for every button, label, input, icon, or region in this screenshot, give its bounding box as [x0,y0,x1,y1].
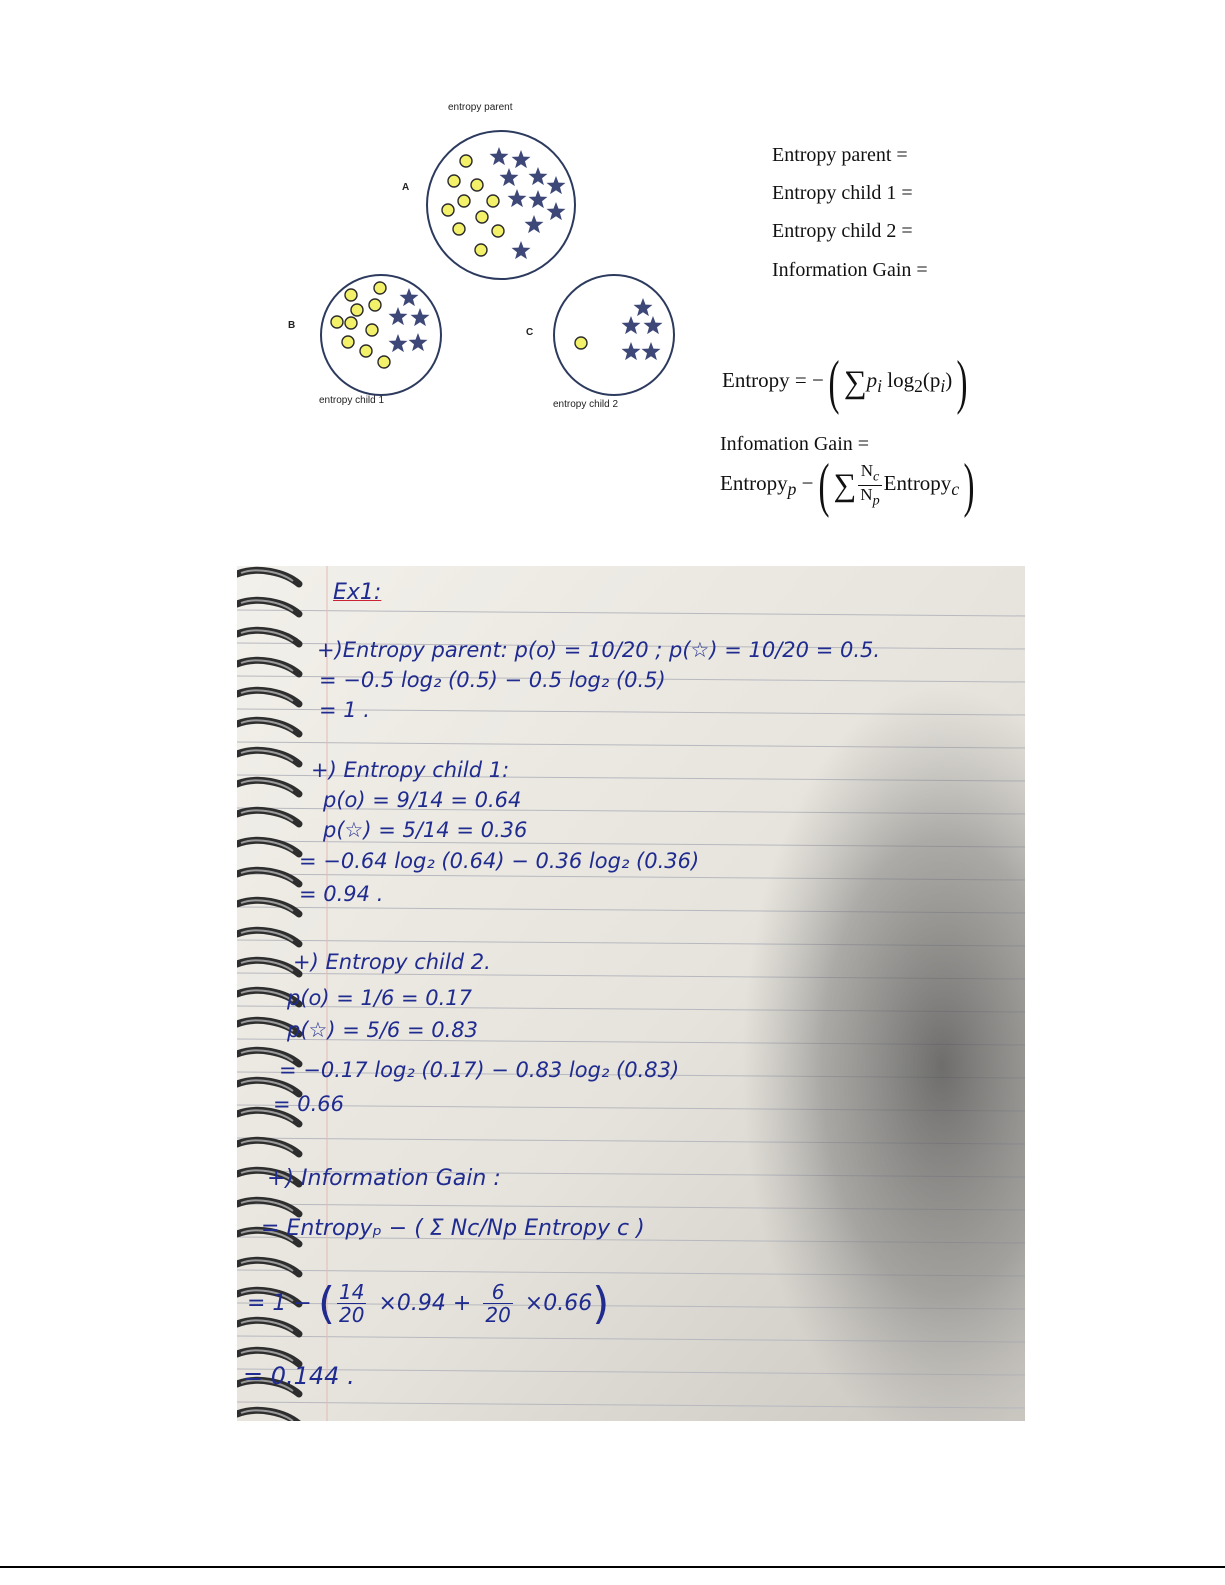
ig-frac-num-sub: c [872,467,880,484]
sample-circle [331,316,343,328]
sample-circle [345,317,357,329]
notes-ig-2-end: ×0.66 [524,1291,593,1316]
notes-child1-1: p(o) = 9/14 = 0.64 [323,788,522,812]
log-term: log [882,367,915,392]
notes-parent-1: +)Entropy parent: p(o) = 10/20 ; p(☆) = 10/20 = 0.5. [317,638,881,662]
child1-label: entropy child 1 [319,395,385,406]
sample-circle [492,225,504,237]
notes-child1-4: = 0.94 . [299,882,384,906]
notes-child1-3: = −0.64 log₂ (0.64) − 0.36 log₂ (0.36) [299,849,700,873]
node-b-label: B [288,320,296,331]
sample-circle [378,356,390,368]
sample-circle [360,345,372,357]
ig-frac-num: N [860,460,873,480]
node-c-label: C [526,327,534,338]
sample-circle [369,299,381,311]
notes-ig-frac-b-den: 20 [485,1303,511,1327]
notes-ig-frac-a-den: 20 [339,1303,365,1327]
diagram-title: entropy parent [448,102,513,113]
sample-star [512,241,531,259]
notes-parent-2: = −0.5 log₂ (0.5) − 0.5 log₂ (0.5) [319,668,666,692]
sample-star [508,189,527,207]
notes-ig-1: = Entropyₚ − ( Σ Nc/Np Entropy c ) [261,1216,645,1241]
sample-circle [475,244,487,256]
sample-star [512,150,531,168]
ig-minus: − [796,470,814,495]
sample-star [622,316,641,334]
notes-child1-head: +) Entropy child 1: [311,758,510,782]
ig-entropy-c-sub: c [951,479,960,499]
sample-star [642,342,661,360]
sample-circle [366,324,378,336]
sample-star [547,176,566,194]
log-arg-close: ) [945,367,953,392]
notes-heading: Ex1: [333,580,382,605]
sample-circle [374,282,386,294]
notes-child2-3: = −0.17 log₂ (0.17) − 0.83 log₂ (0.83) [279,1058,680,1082]
sample-star [634,298,653,316]
entropy-formula: Entropy = −( $\sum p_i$ $\log_2(p_i)$) [722,349,968,415]
sample-star [529,167,548,185]
sample-star [547,202,566,220]
sample-circle [345,289,357,301]
child2-node [554,275,674,395]
ig-formula: Entropy$_p$ −( ∑ $\frac{N_c}{N_p}$ Entropy$_c$) [720,452,975,518]
ig-frac-den-sub: p [872,491,880,508]
child2-label: entropy child 2 [553,399,619,410]
sample-star [500,168,519,186]
ig-entropy-c: Entropy [883,470,952,495]
sample-star [411,308,430,326]
sample-star [389,334,408,352]
ig-label: Infomation Gain = [720,433,870,455]
ig-entropy-p-sub: p [787,479,797,499]
page-bottom-rule [0,1566,1225,1568]
entropy-diagram [0,0,700,430]
ig-entropy-p: Entropy [720,470,788,495]
ig-frac-den: N [860,484,873,504]
entropy-lhs: Entropy = − [722,367,824,392]
notes-child2-head: +) Entropy child 2. [293,950,491,974]
sample-circle [471,179,483,191]
sample-star [409,333,428,351]
notes-ig-frac-b-num: 6 [483,1281,512,1304]
notes-ig-2-lead: = 1 − [247,1291,312,1316]
notes-parent-3: = 1 . [319,698,370,722]
sample-circle [448,175,460,187]
def-information-gain: Information Gain = [772,259,928,281]
sample-circle [458,195,470,207]
sample-star [622,342,641,360]
sample-star [490,147,509,165]
def-entropy-parent: Entropy parent = [772,144,908,166]
sample-circle [476,211,488,223]
sample-star [529,190,548,208]
p-subscript: i [877,376,883,396]
sample-stars [389,147,663,360]
sample-star [389,307,408,325]
def-entropy-child1: Entropy child 1 = [772,182,913,204]
sample-star [400,288,419,306]
log-base: 2 [914,376,923,396]
sample-star [525,215,544,233]
node-a-label: A [402,182,410,193]
notes-ig-frac-a-num: 14 [339,1280,365,1304]
sample-circle [351,304,363,316]
sample-star [644,316,663,334]
p-term: p [866,367,878,392]
notes-ig-3: = 0.144 . [243,1362,355,1390]
sample-circle [575,337,587,349]
notes-ig-head: +) Information Gain : [267,1166,501,1191]
def-entropy-child2: Entropy child 2 = [772,220,913,242]
log-arg: (p [922,367,941,392]
sample-circle [487,195,499,207]
log-arg-sub: i [940,376,946,396]
notes-child2-4: = 0.66 [273,1092,345,1116]
notes-child2-2: p(☆) = 5/6 = 0.83 [287,1018,478,1042]
sample-circle [460,155,472,167]
notes-child1-2: p(☆) = 5/14 = 0.36 [323,818,528,842]
sample-circle [442,204,454,216]
sample-circle [453,223,465,235]
notebook-photo [237,566,1025,1421]
notes-ig-2-mid: ×0.94 + [378,1291,472,1316]
notes-child2-1: p(o) = 1/6 = 0.17 [287,986,473,1010]
sample-circle [342,336,354,348]
notes-ig-2: = 1 − ( $\frac{14}{20}$ ×0.94 + $\frac{6}{20}$ ×0.66 ) [247,1278,610,1329]
